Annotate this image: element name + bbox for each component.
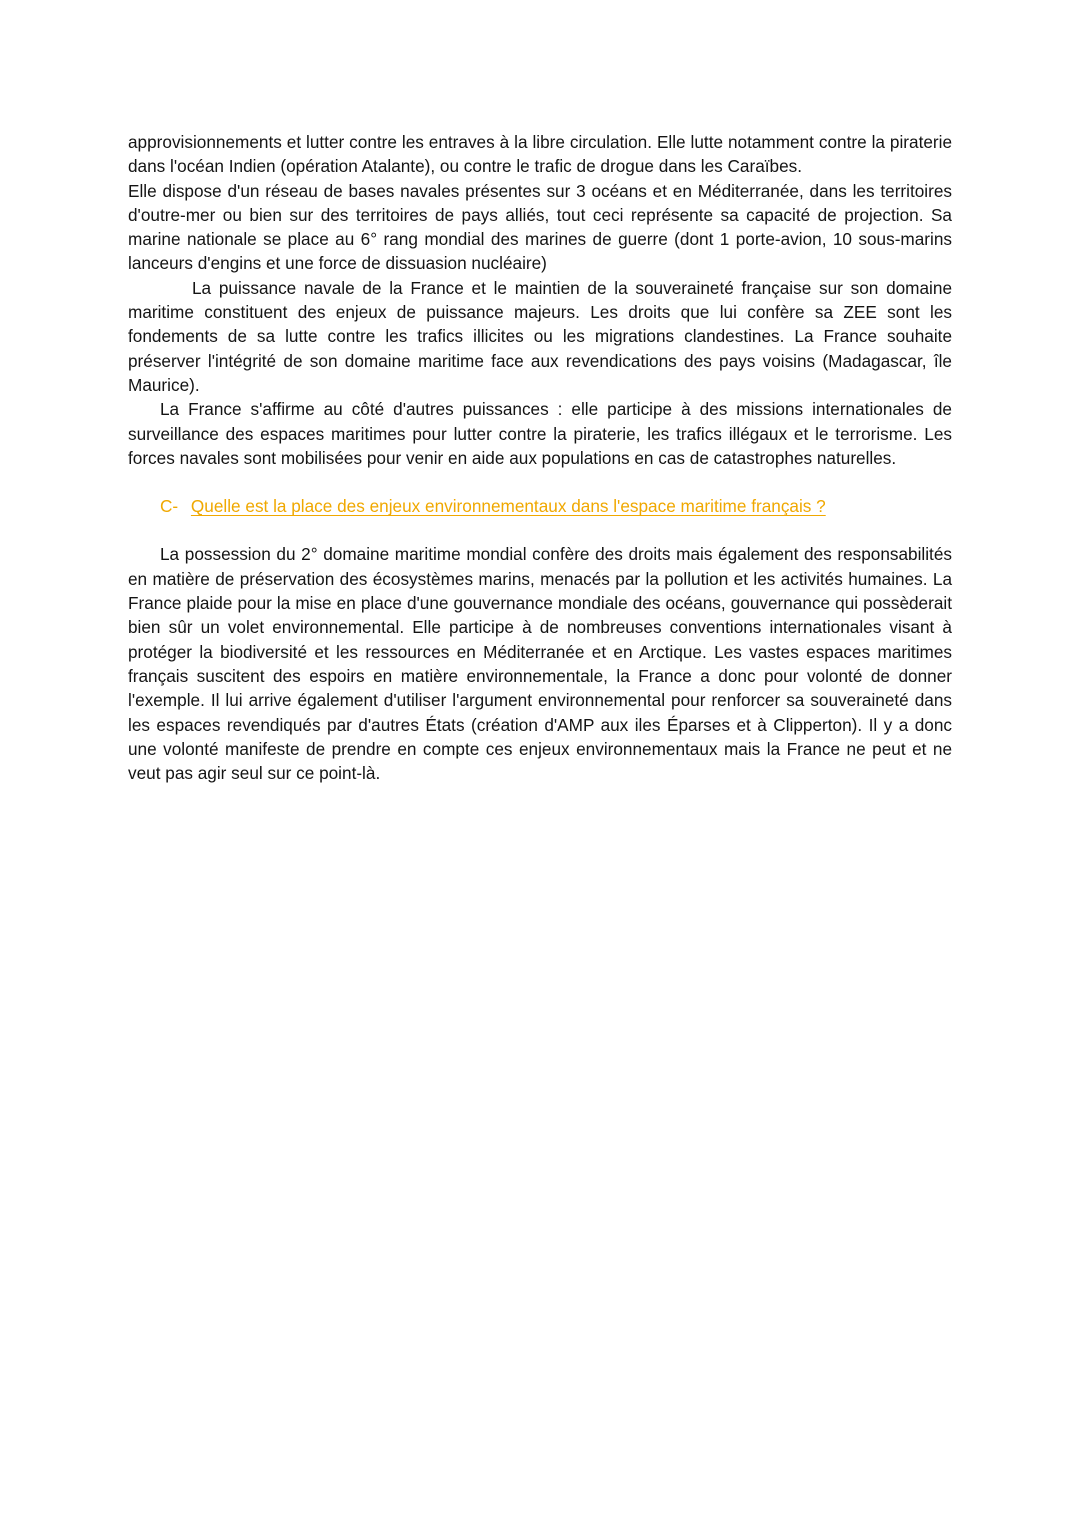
- paragraph-naval-bases: Elle dispose d'un réseau de bases navales présentes sur 3 océans et en Méditerranée, dans les territoires d'outre-mer ou bien sur des territoires de pays alliés, tout ceci représente sa capacité de projection. Sa marine nationale se place au 6° rang mondial des marines de guerre (dont 1 porte-avion, 10 sous-marins lanceurs d'engins et une force de dissuasion nucléaire): [128, 180, 952, 274]
- paragraph-sovereignty: La puissance navale de la France et le maintien de la souveraineté française sur son domaine maritime constituent des enjeux de puissance majeurs. Les droits que lui confère sa ZEE sont les fondements de sa lutte contre les trafics illicites ou les migrations clandestines. La France souhaite préserver l'intégrité de son domaine maritime face aux revendications des pays voisins (Madagascar, île Maurice).: [128, 277, 952, 395]
- section-letter: C-: [160, 496, 179, 517]
- document-page: [128, 130, 952, 785]
- section-heading-c: [128, 494, 952, 518]
- paragraph-environmental-issues: La possession du 2° domaine maritime mondial confère des droits mais également des responsabilités en matière de préservation des écosystèmes marins, menacés par la pollution et les activités humaines. La France plaide pour la mise en place d'une gouvernance mondiale des océans, gouvernance qui possèderait bien sûr un volet environnemental. Elle participe à de nombreuses conventions internationales visant à protéger la biodiversité et les ressources en Méditerranée et en Arctique. Les vastes espaces maritimes français suscitent des espoirs en matière environnementale, la France a donc pour volonté de donner l'exemple. Il lui arrive également d'utiliser l'argument environnemental pour renforcer sa souveraineté dans les espaces revendiqués par d'autres États (création d'AMP aux iles Éparses et à Clipperton). Il y a donc une volonté manifeste de prendre en compte ces enjeux environnementaux mais la France ne peut et ne veut pas agir seul sur ce point-là.: [128, 544, 952, 784]
- paragraph-international-missions: La France s'affirme au côté d'autres puissances : elle participe à des missions internationales de surveillance des espaces maritimes pour lutter contre la piraterie, les trafics illégaux et le terrorisme. Les forces navales sont mobilisées pour venir en aide aux populations en cas de catastrophes naturelles.: [128, 399, 952, 468]
- paragraph-navy-missions: approvisionnements et lutter contre les entraves à la libre circulation. Elle lutte notamment contre la piraterie dans l'océan Indien (opération Atalante), ou contre le trafic de drogue dans les Caraïbes.: [128, 132, 952, 177]
- section-title: Quelle est la place des enjeux environnementaux dans l'espace maritime français ?: [190, 496, 826, 517]
